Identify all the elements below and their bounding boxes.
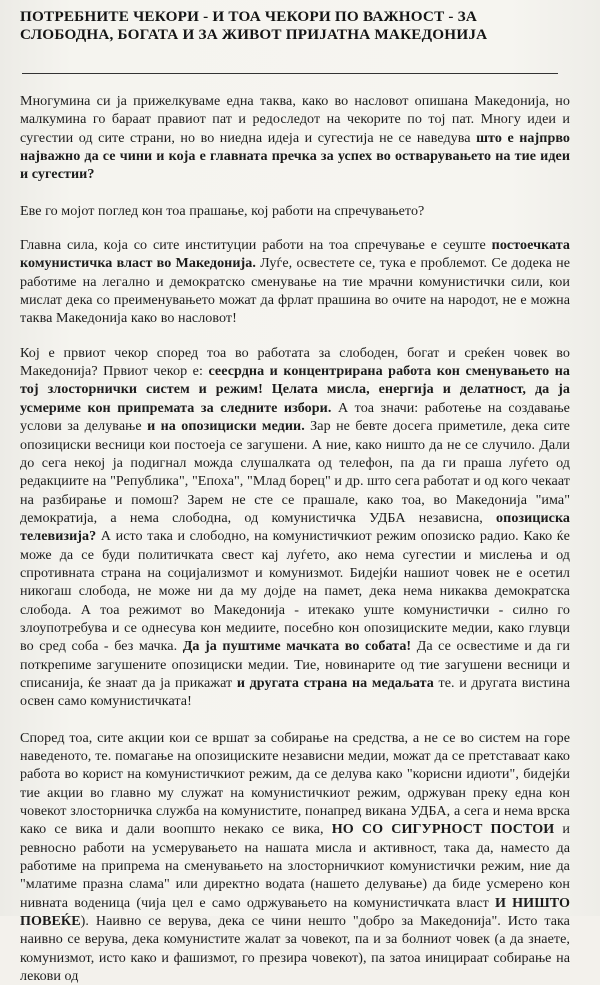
first-step-bold-1: сеесрдна и концентрирана работа кон сменувањето на тој злосторнички систем и режим! Целата мисла, енергија и делатност, да ја усмериме кон припремата за следните избори. bbox=[20, 363, 570, 416]
paragraph-actions bbox=[20, 729, 570, 985]
first-step-bold-4: Да ја пуштиме мачката во собата! bbox=[182, 638, 412, 655]
question-text: Еве го мојот поглед кон тоа прашање, кој работи на спречувањето? bbox=[20, 202, 425, 219]
paragraph-question bbox=[20, 202, 570, 220]
title-divider bbox=[22, 73, 558, 74]
first-step-bold-3: опозициска телевизија? bbox=[20, 509, 570, 545]
first-step-text-3: Зар не бевте досега приметиле, дека сите опозициски весници кои постоеја се загушени. А ние, како ништо да не се случило. Дали до сега некој ја подигнал можда слушалката од телефон, па да ги праша луѓето од редакциите на "Република", "Епоха", "Млад борец" и др. што сега работат и од кого чекаат на разбирање и помош? Зарем не сте се прашале, како тоа, во Македонија "има" демократија, а нема слободна, од комунистичка УДБА независна, bbox=[20, 418, 570, 526]
paragraph-first-step bbox=[20, 344, 570, 711]
main-force-bold: постоечката комунистичка власт во Македонија. bbox=[20, 237, 570, 272]
first-step-text-4: А исто така и слободно, на комунистичкиот режим опозиско радио. Како ќе може да се буди политичката свест кај луѓето, ако нема сугестии и мислења и од спротивната страна на социјализмот и комунизмот. Бидејќи нашиот човек не е осетил никогаш слобода, не може ни да му дојде на памет, дека нема никаква демократска слобода. А тоа режимот во Македонија - итекако уште комунистички - силно го злоупотребува и се однесува кон медиите, посебно кон опозициските медии, како глувци во сред соба - без мачка. bbox=[20, 528, 570, 655]
main-force-text-1: Главна сила, кoја со сите институции работи на тоа спречување е сеуште bbox=[20, 237, 492, 254]
paragraph-main-force bbox=[20, 236, 570, 328]
first-step-text-2: А тоа значи: работење на создавање услови за делување bbox=[20, 399, 570, 435]
actions-text-1: Според тоа, сите акции кои се вршат за собирање на средства, а не се во систем на горе наведеното, те. помагање на опозициските независни медии, можат да се претставаат како работа во корист на комунистичкиот режим, да се делува како "корисни идиоти", бидејќи тие акции во главно му служат на комунистичкиот режим, одржуван преку една кон човекот злосторничка служба на комунистите, понапред викана УДБА, а сега и нема врска како се вика и дали воопшто некако се вика, bbox=[20, 729, 570, 838]
actions-text-2: и ревносно работи на усмерувањето на нашата мисла и активност, така да, наместо да работиме на припрема на сменувањето на злосторничкиот комунистички режим, ние да "млатиме празна слама" или директно водата (нашето делување) да биде усмерено кон нивната воденица (чија цел е само одржувањето на комунистичката власт bbox=[20, 821, 571, 911]
first-step-bold-2: и на опозициски медии. bbox=[147, 418, 305, 435]
paragraph-intro bbox=[20, 92, 570, 184]
main-force-text-2: Луѓе, освестете се, тука е проблемот. Се додека не работиме на легално и демократско сменување на тие мрачни комунистички сили, кои мислат дека со преименувањето можат да фрлат прашина во очите на народот, не е можна таква Македонија како во насловот! bbox=[20, 255, 571, 327]
first-step-bold-5: и другата страна на медаљата bbox=[236, 674, 434, 691]
intro-text: Многумина си ја прижелкуваме една таква, како во насловот опишана Македонија, но малкумина го бараат правиот пат и редоследот на чекорите по тој пат. Многу идеи и сугестии од сите страни, но во ниедна идеја и сугестија не се наведува bbox=[20, 93, 570, 146]
intro-bold-question: што е најпрво најважно да се чини и која е главната пречка за успех во остварувањето на тие идеи и сугестии? bbox=[20, 129, 570, 183]
first-step-text-5: Да се освестиме и да ги поткрепиме загушените опозициски медии. Тие, новинарите од тие загушени весници и списанија, ќе знаат да ја прикажат bbox=[20, 638, 570, 691]
first-step-text-6: те. и другата вистина освен само комунистичката! bbox=[20, 674, 570, 710]
first-step-text-1: Кој е првиот чекор според тоа во работата за слободен, богат и среќен човек во Македонија? Првиот чекор е: bbox=[20, 344, 570, 380]
article-title: ПОТРЕБНИТЕ ЧЕКОРИ - И ТОА ЧЕКОРИ ПО ВАЖНОСТ - ЗА СЛОБОДНА, БОГАТА И ЗА ЖИВОТ ПРИЈАТНА МАКЕДОНИЈА bbox=[20, 8, 488, 43]
actions-bold-2: И НИШТО ПОВЕЌЕ bbox=[20, 894, 570, 930]
actions-text-3: ). Наивно се верува, дека се чини нешто "добро за Македонија". Исто така наивно се верува, дека комунистите жалат за човекот, па и за болниот човек (а да знаете, комунизмот, исто како и фашизмот, го презира човекот), па затоа иницираат собирање на лекови од bbox=[20, 913, 570, 985]
actions-bold-1: НО СО СИГУРНОСТ ПОСТОИ bbox=[331, 821, 555, 838]
